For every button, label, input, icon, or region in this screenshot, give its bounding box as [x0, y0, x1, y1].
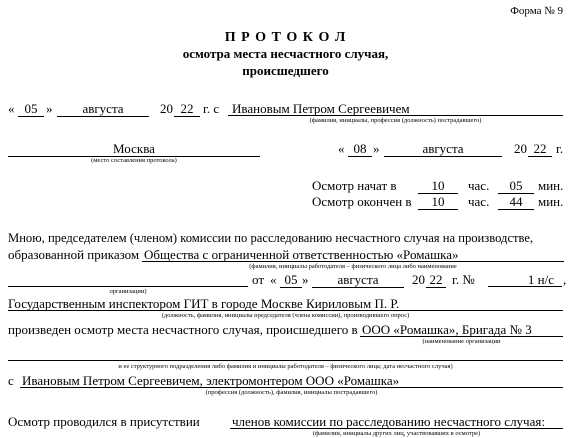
- place-caption: (место составления протокола): [91, 157, 177, 164]
- organization-field[interactable]: Общества с ограниченной ответственностью «Ромашка»: [142, 247, 564, 262]
- document-title: П Р О Т О К О Л: [224, 30, 347, 45]
- order-number[interactable]: 1 н/с: [488, 272, 562, 287]
- order-org-line[interactable]: [8, 286, 248, 287]
- form-number: Форма № 9: [510, 5, 563, 17]
- inspection-start-minutes[interactable]: 05: [498, 178, 534, 194]
- date1-year-prefix: 20: [160, 101, 173, 116]
- inspection-end-hours[interactable]: 10: [418, 194, 458, 210]
- date2-year[interactable]: 22: [528, 141, 552, 157]
- document-subtitle-line1: осмотра места несчастного случая,: [182, 46, 389, 61]
- inspector-field[interactable]: Государственным инспектором ГИТ в городе Москве Кириловым П. Р.: [8, 296, 563, 311]
- inspector-caption: (должность, фамилия, инициалы председателя (члена комиссии), производившего опрос): [161, 312, 410, 319]
- order-year-prefix: 20: [412, 272, 425, 287]
- inspection-end-label: Осмотр окончен в: [312, 194, 412, 209]
- paragraph1-line2-prefix: образованной приказом: [8, 247, 140, 262]
- organization-caption: (фамилия, инициалы работодателя – физического лица либо наименование: [249, 263, 457, 270]
- date1-year[interactable]: 22: [174, 101, 200, 117]
- inspection-start-hours-label: час.: [468, 178, 490, 193]
- date1-day[interactable]: 05: [18, 101, 44, 117]
- document-subtitle-line2: происшедшего: [242, 63, 329, 78]
- date1-month[interactable]: августа: [57, 101, 149, 117]
- date2-day[interactable]: 08: [348, 141, 372, 157]
- incident-location-field[interactable]: ООО «Ромашка», Бригада № 3: [360, 322, 563, 337]
- order-prefix: от: [252, 272, 265, 287]
- inspection-start-hours[interactable]: 10: [418, 178, 458, 194]
- order-end: ,: [563, 272, 567, 287]
- order-day[interactable]: 05: [280, 272, 302, 288]
- organization-caption2: организации): [109, 288, 147, 295]
- presence-caption: (фамилии, инициалы других лиц, участвовавших в осмотре): [312, 430, 481, 437]
- date2-month[interactable]: августа: [384, 141, 502, 157]
- presence-field[interactable]: членов комиссии по расследованию несчастного случая:: [230, 414, 563, 429]
- date2-open-quote: «: [338, 141, 345, 156]
- paragraph1-line1: Мною, председателем (членом) комиссии по расследованию несчастного случая на производстве,: [8, 231, 534, 245]
- date2-year-prefix: 20: [514, 141, 527, 156]
- date2-suffix: г.: [556, 141, 564, 156]
- date2-close-quote: »: [373, 141, 380, 156]
- order-month[interactable]: августа: [312, 272, 404, 288]
- inspection-start-label: Осмотр начат в: [312, 178, 397, 193]
- unit-line[interactable]: [8, 360, 563, 361]
- unit-caption: и ее структурного подразделения либо фамилия и инициалы работодателя – физического лица; дата несчастного случая): [118, 363, 453, 370]
- order-year[interactable]: 22: [426, 272, 446, 288]
- place-field[interactable]: Москва: [8, 141, 260, 157]
- date1-suffix: г. с: [203, 101, 220, 116]
- order-open-quote: «: [270, 272, 277, 287]
- victim-name-field[interactable]: Ивановым Петром Сергеевичем: [228, 101, 563, 116]
- with-prefix: с: [8, 373, 14, 388]
- inspection-start-minutes-label: мин.: [538, 178, 564, 193]
- inspection-end-hours-label: час.: [468, 194, 490, 209]
- date1-close-quote: »: [46, 101, 53, 116]
- order-suffix: г. №: [452, 272, 475, 287]
- date1-open-quote: «: [8, 101, 15, 116]
- order-close-quote: »: [302, 272, 309, 287]
- paragraph2-prefix: произведен осмотр места несчастного случая, происшедшего в: [8, 322, 358, 337]
- inspection-end-minutes[interactable]: 44: [498, 194, 534, 210]
- presence-prefix: Осмотр проводился в присутствии: [8, 414, 200, 429]
- inspection-end-minutes-label: мин.: [538, 194, 564, 209]
- with-caption: (профессия (должность), фамилия, инициалы пострадавшего): [205, 389, 378, 396]
- victim-caption: (фамилия, инициалы, профессия (должность) пострадавшего): [309, 117, 482, 124]
- incident-location-caption: (наименование организации: [422, 338, 501, 345]
- with-field[interactable]: Ивановым Петром Сергеевичем, электромонтером ООО «Ромашка»: [20, 373, 563, 388]
